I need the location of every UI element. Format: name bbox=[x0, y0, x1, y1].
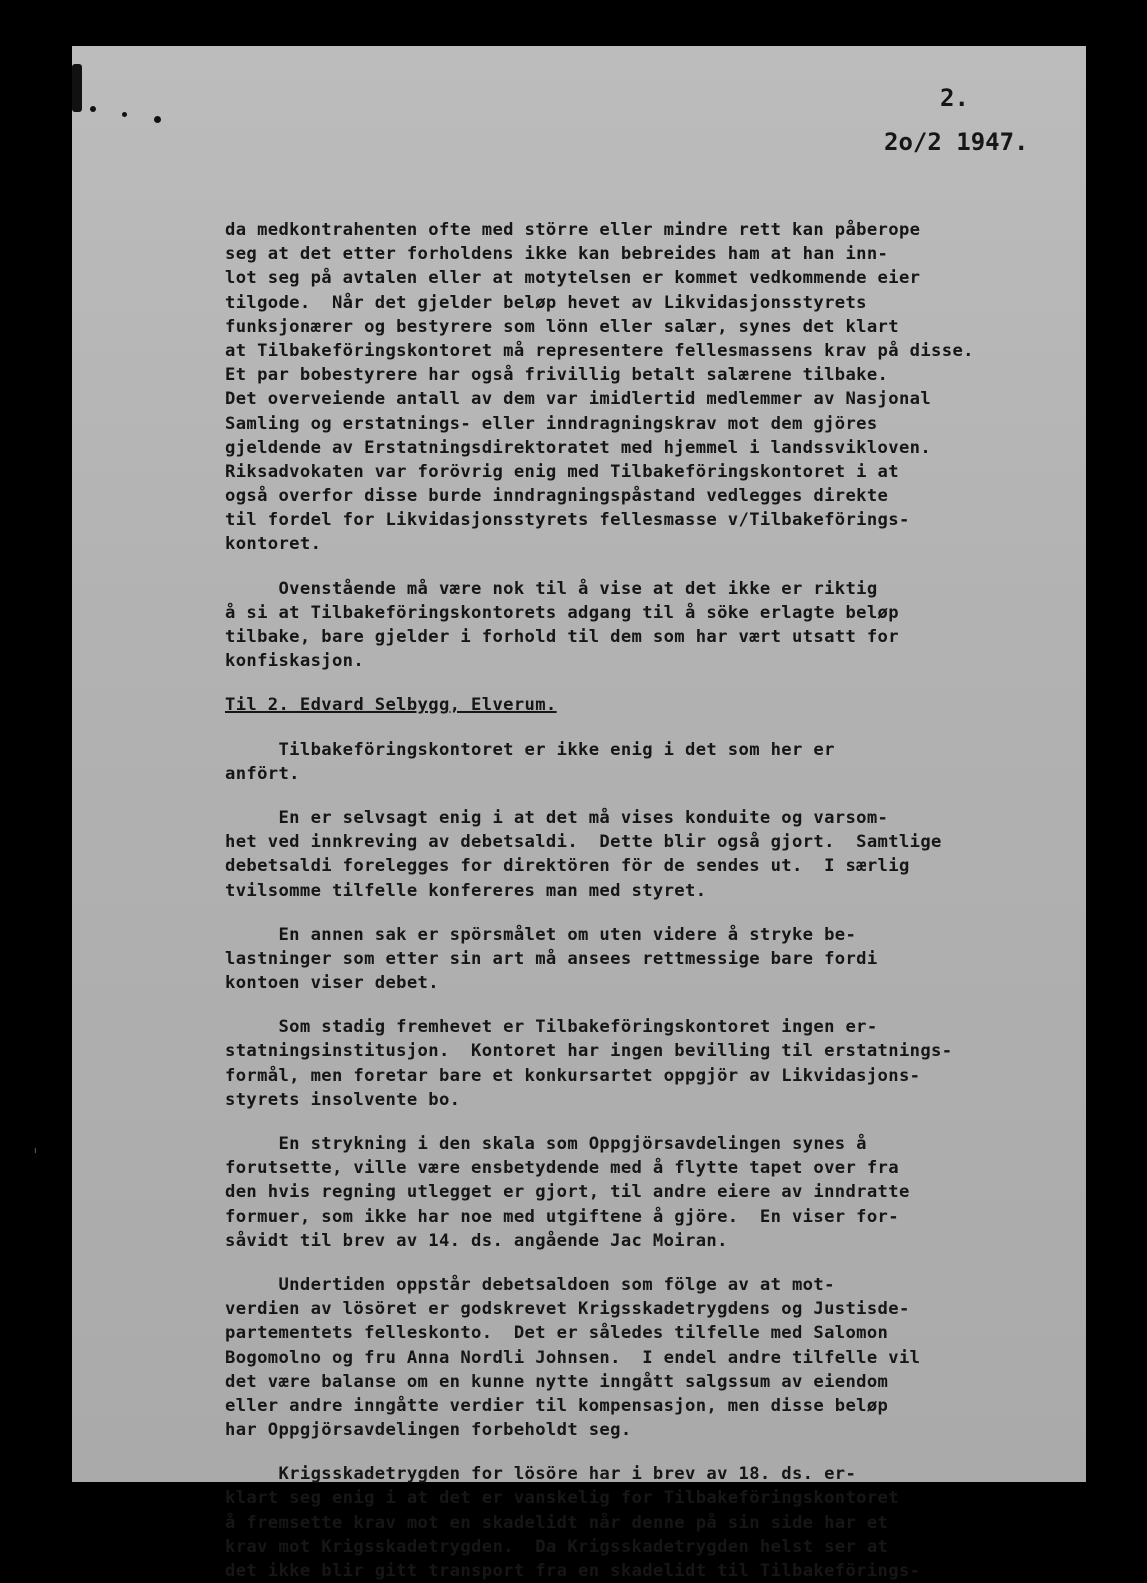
text-line: lot seg på avtalen eller at motytelsen er kommet vedkommende eier bbox=[225, 268, 921, 289]
text-line: formuer, som ikke har noe med utgiftene å gjöre. En viser for- bbox=[225, 1206, 899, 1227]
paragraph bbox=[225, 1462, 1085, 1583]
document-date: 2o/2 1947. bbox=[884, 128, 1029, 156]
text-line: Bogomolno og fru Anna Nordli Johnsen. I endel andre tilfelle vil bbox=[225, 1347, 921, 1368]
paragraph-gap bbox=[225, 995, 1085, 1015]
paragraph bbox=[225, 1132, 1085, 1253]
paragraph-gap bbox=[225, 903, 1085, 923]
text-line: har Oppgjörsavdelingen forbeholdt seg. bbox=[225, 1420, 632, 1441]
text-line: tilbake, bare gjelder i forhold til dem som har vært utsatt for bbox=[225, 627, 899, 647]
text-line: styrets insolvente bo. bbox=[225, 1089, 461, 1110]
text-line: Ovenstående må være nok til å vise at det ikke er riktig bbox=[225, 578, 878, 599]
text-line: klart seg enig i at det er vanskelig for Tilbakeföringskontoret bbox=[225, 1488, 899, 1509]
heading-text: Til 2. Edvard Selbygg, Elverum. bbox=[225, 695, 557, 716]
text-line: statningsinstitusjon. Kontoret har ingen bevilling til erstatnings- bbox=[225, 1041, 953, 1062]
text-line: En er selvsagt enig i at det må vises konduite og varsom- bbox=[225, 807, 889, 828]
text-line: Tilbakeföringskontoret er ikke enig i det som her er bbox=[225, 739, 835, 760]
text-line: Det overveiende antall av dem var imidlertid medlemmer av Nasjonal bbox=[225, 389, 932, 410]
text-line: anfört. bbox=[225, 763, 300, 784]
paragraph-gap bbox=[225, 786, 1085, 806]
text-line: det være balanse om en kunne nytte inngått salgssum av eiendom bbox=[225, 1371, 889, 1392]
text-line: het ved innkreving av debetsaldi. Dette blir også gjort. Samtlige bbox=[225, 832, 942, 853]
text-line: Samling og erstatnings- eller inndragningskrav mot dem gjöres bbox=[225, 413, 878, 434]
text-line: Som stadig fremhevet er Tilbakeföringskontoret ingen er- bbox=[225, 1017, 878, 1038]
text-line: tilgode. Når det gjelder beløp hevet av Likvidasjonsstyrets bbox=[225, 292, 867, 313]
paragraph bbox=[225, 738, 1085, 786]
text-line: krav mot Krigsskadetrygden. Da Krigsskadetrygden helst ser at bbox=[225, 1536, 889, 1557]
punch-hole-mark bbox=[122, 112, 127, 117]
text-line: En annen sak er spörsmålet om uten videre å stryke be- bbox=[225, 924, 857, 945]
paragraph-gap bbox=[225, 1112, 1085, 1132]
margin-mark: ı bbox=[34, 1146, 37, 1156]
text-line: at Tilbakeföringskontoret må representere fellesmassens krav på disse. bbox=[225, 340, 974, 361]
text-line: det ikke blir gitt transport fra en skadelidt til Tilbakeförings- bbox=[225, 1561, 921, 1581]
text-line: til fordel for Likvidasjonsstyrets fellesmasse v/Tilbakeförings- bbox=[225, 510, 910, 531]
text-line: kontoen viser debet. bbox=[225, 973, 439, 994]
paragraph bbox=[225, 577, 1085, 674]
text-line: Et par bobestyrere har også frivillig betalt salærene tilbake. bbox=[225, 365, 889, 386]
paragraph-gap bbox=[225, 718, 1085, 738]
text-line: Riksadvokaten var forövrig enig med Tilbakeföringskontoret i at bbox=[225, 461, 899, 482]
paragraph-gap bbox=[225, 1442, 1085, 1462]
text-line: En strykning i den skala som Oppgjörsavdelingen synes å bbox=[225, 1134, 867, 1154]
text-line: da medkontrahenten ofte med större eller mindre rett kan påberope bbox=[225, 220, 921, 240]
text-line: eller andre inngåtte verdier til kompensasjon, men disse beløp bbox=[225, 1395, 889, 1416]
text-line: lastninger som etter sin art må ansees rettmessige bare fordi bbox=[225, 948, 878, 969]
text-line: partementets felleskonto. Det er således tilfelle med Salomon bbox=[225, 1323, 889, 1344]
paragraph-gap bbox=[225, 673, 1085, 693]
letter-body bbox=[225, 218, 1085, 1583]
text-line: seg at det etter forholdens ikke kan bebreides ham at han inn- bbox=[225, 244, 889, 265]
text-line: forutsette, ville være ensbetydende med å flytte tapet over fra bbox=[225, 1158, 899, 1179]
text-line: Krigsskadetrygden for lösöre har i brev av 18. ds. er- bbox=[225, 1464, 857, 1485]
text-line: debetsaldi forelegges for direktören för de sendes ut. I særlig bbox=[225, 856, 910, 877]
paragraph bbox=[225, 806, 1085, 903]
text-line: tvilsomme tilfelle konfereres man med styret. bbox=[225, 880, 707, 901]
text-line: Undertiden oppstår debetsaldoen som fölge av at mot- bbox=[225, 1274, 835, 1295]
paragraph-gap bbox=[225, 557, 1085, 577]
punch-hole-mark bbox=[90, 106, 96, 112]
section-heading bbox=[225, 693, 1085, 717]
paragraph-gap bbox=[225, 1253, 1085, 1273]
punch-hole-mark bbox=[154, 116, 161, 123]
text-line: såvidt til brev av 14. ds. angående Jac Moiran. bbox=[225, 1230, 728, 1251]
text-line: den hvis regning utlegget er gjort, til andre eiere av inndratte bbox=[225, 1182, 910, 1203]
text-line: å fremsette krav mot en skadelidt når denne på sin side har et bbox=[225, 1512, 889, 1533]
heading-line bbox=[225, 693, 1085, 717]
paragraph bbox=[225, 218, 1085, 557]
text-line: funksjonærer og bestyrere som lönn eller salær, synes det klart bbox=[225, 316, 899, 337]
text-line: verdien av lösöret er godskrevet Krigsskadetrygdens og Justisde- bbox=[225, 1299, 910, 1320]
text-line: å si at Tilbakeföringskontorets adgang til å söke erlagte beløp bbox=[225, 602, 899, 623]
paragraph bbox=[225, 923, 1085, 996]
text-line: konfiskasjon. bbox=[225, 651, 365, 672]
text-line: gjeldende av Erstatningsdirektoratet med hjemmel i landssvikloven. bbox=[225, 437, 932, 458]
text-line: formål, men foretar bare et konkursartet oppgjör av Likvidasjons- bbox=[225, 1065, 921, 1086]
paragraph bbox=[225, 1015, 1085, 1112]
punch-hole-mark bbox=[72, 64, 82, 112]
text-line: også overfor disse burde inndragningspåstand vedlegges direkte bbox=[225, 486, 889, 507]
document-page bbox=[72, 46, 1086, 1581]
page-number: 2. bbox=[940, 84, 969, 112]
paragraph bbox=[225, 1273, 1085, 1442]
text-line: kontoret. bbox=[225, 534, 322, 555]
